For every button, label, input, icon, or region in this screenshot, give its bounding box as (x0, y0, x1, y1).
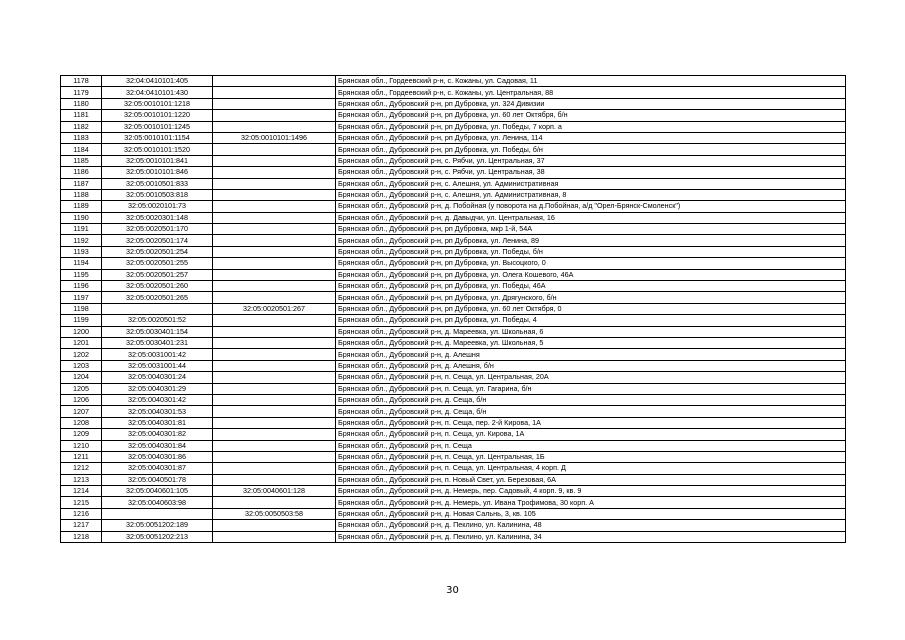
cadastral-number-cell: 32:05:0020501:254 (102, 246, 213, 257)
related-cadastral-number-cell (213, 497, 336, 508)
address-cell: Брянская обл., Дубровский р-н, рп Дубровка, ул. 60 лет Октября, б/н (336, 110, 846, 121)
address-cell: Брянская обл., Дубровский р-н, д. Мареевка, ул. Школьная, 6 (336, 326, 846, 337)
table-row (61, 98, 846, 109)
address-cell: Брянская обл., Дубровский р-н, с. Рябчи, ул. Центральная, 38 (336, 167, 846, 178)
related-cadastral-number-cell (213, 531, 336, 542)
cadastral-number-cell: 32:05:0040301:81 (102, 417, 213, 428)
address-cell: Брянская обл., Дубровский р-н, рп Дубровка, ул. Высоцкого, 0 (336, 258, 846, 269)
related-cadastral-number-cell (213, 258, 336, 269)
row-number-cell: 1204 (61, 372, 102, 383)
table-row (61, 451, 846, 462)
cadastral-number-cell: 32:05:0010101:1218 (102, 98, 213, 109)
cadastral-number-cell: 32:05:0020301:148 (102, 212, 213, 223)
address-cell: Брянская обл., Дубровский р-н, рп Дубровка, ул. Дрягунского, б/н (336, 292, 846, 303)
address-cell: Брянская обл., Дубровский р-н, д. Пеклино, ул. Калинина, 34 (336, 531, 846, 542)
table-row (61, 258, 846, 269)
table-row (61, 235, 846, 246)
table-row (61, 281, 846, 292)
table-row (61, 269, 846, 280)
table-row (61, 372, 846, 383)
table-row (61, 349, 846, 360)
related-cadastral-number-cell (213, 337, 336, 348)
row-number-cell: 1193 (61, 246, 102, 257)
cadastral-number-cell: 32:05:0040301:82 (102, 429, 213, 440)
related-cadastral-number-cell (213, 76, 336, 87)
cadastral-number-cell: 32:05:0020501:257 (102, 269, 213, 280)
related-cadastral-number-cell (213, 429, 336, 440)
table-row (61, 497, 846, 508)
cadastral-number-cell: 32:05:0040301:86 (102, 451, 213, 462)
document-table-container (60, 75, 846, 543)
row-number-cell: 1201 (61, 337, 102, 348)
row-number-cell: 1189 (61, 201, 102, 212)
address-cell: Брянская обл., Дубровский р-н, с. Алешня, ул. Административная, 8 (336, 189, 846, 200)
cadastral-number-cell: 32:05:0040301:42 (102, 394, 213, 405)
table-row (61, 292, 846, 303)
related-cadastral-number-cell (213, 292, 336, 303)
cadastral-number-cell: 32:05:0020101:73 (102, 201, 213, 212)
row-number-cell: 1214 (61, 486, 102, 497)
related-cadastral-number-cell (213, 155, 336, 166)
related-cadastral-number-cell (213, 463, 336, 474)
row-number-cell: 1199 (61, 315, 102, 326)
cadastral-number-cell: 32:05:0040301:53 (102, 406, 213, 417)
table-body (61, 76, 846, 543)
row-number-cell: 1215 (61, 497, 102, 508)
related-cadastral-number-cell (213, 383, 336, 394)
address-cell: Брянская обл., Дубровский р-н, п. Сеща (336, 440, 846, 451)
table-row (61, 110, 846, 121)
address-cell: Брянская обл., Дубровский р-н, д. Давыдчи, ул. Центральная, 16 (336, 212, 846, 223)
table-row (61, 212, 846, 223)
table-row (61, 463, 846, 474)
row-number-cell: 1217 (61, 520, 102, 531)
related-cadastral-number-cell (213, 178, 336, 189)
table-row (61, 303, 846, 314)
related-cadastral-number-cell: 32:05:0050503:58 (213, 508, 336, 519)
cadastral-number-cell: 32:05:0051202:213 (102, 531, 213, 542)
cadastral-number-cell: 32:05:0051202:189 (102, 520, 213, 531)
row-number-cell: 1195 (61, 269, 102, 280)
address-cell: Брянская обл., Дубровский р-н, с. Алешня, ул. Административная (336, 178, 846, 189)
address-cell: Брянская обл., Дубровский р-н, рп Дубровка, ул. Победы, б/н (336, 246, 846, 257)
related-cadastral-number-cell (213, 372, 336, 383)
related-cadastral-number-cell (213, 235, 336, 246)
row-number-cell: 1185 (61, 155, 102, 166)
cadastral-number-cell: 32:04:0410101:405 (102, 76, 213, 87)
table-row (61, 315, 846, 326)
address-cell: Брянская обл., Гордеевский р-н, с. Кожаны, ул. Садовая, 11 (336, 76, 846, 87)
table-row (61, 337, 846, 348)
row-number-cell: 1178 (61, 76, 102, 87)
cadastral-number-cell: 32:05:0031001:44 (102, 360, 213, 371)
cadastral-number-cell: 32:05:0010101:1520 (102, 144, 213, 155)
address-cell: Брянская обл., Дубровский р-н, п. Сеща, ул. Центральная, 1Б (336, 451, 846, 462)
address-cell: Брянская обл., Дубровский р-н, д. Пеклино, ул. Калинина, 48 (336, 520, 846, 531)
table-row (61, 429, 846, 440)
row-number-cell: 1188 (61, 189, 102, 200)
table-row (61, 167, 846, 178)
table-row (61, 474, 846, 485)
row-number-cell: 1212 (61, 463, 102, 474)
table-row (61, 155, 846, 166)
related-cadastral-number-cell (213, 451, 336, 462)
table-row (61, 87, 846, 98)
row-number-cell: 1207 (61, 406, 102, 417)
table-row (61, 440, 846, 451)
related-cadastral-number-cell (213, 212, 336, 223)
address-cell: Брянская обл., Дубровский р-н, д. Алешня, б/н (336, 360, 846, 371)
related-cadastral-number-cell (213, 315, 336, 326)
address-cell: Брянская обл., Гордеевский р-н, с. Кожаны, ул. Центральная, 88 (336, 87, 846, 98)
cadastral-number-cell: 32:05:0020501:265 (102, 292, 213, 303)
address-cell: Брянская обл., Дубровский р-н, рп Дубровка, ул. Победы, 7 корп. а (336, 121, 846, 132)
cadastral-number-cell: 32:05:0010101:1154 (102, 132, 213, 143)
row-number-cell: 1192 (61, 235, 102, 246)
cadastral-number-cell (102, 303, 213, 314)
address-cell: Брянская обл., Дубровский р-н, д. Мареевка, ул. Школьная, 5 (336, 337, 846, 348)
row-number-cell: 1184 (61, 144, 102, 155)
table-row (61, 520, 846, 531)
address-cell: Брянская обл., Дубровский р-н, д. Сеща, б/н (336, 406, 846, 417)
address-cell: Брянская обл., Дубровский р-н, рп Дубровка, ул. Победы, 46А (336, 281, 846, 292)
address-cell: Брянская обл., Дубровский р-н, рп Дубровка, ул. Олега Кошевого, 46А (336, 269, 846, 280)
cadastral-number-cell: 32:05:0020501:260 (102, 281, 213, 292)
address-cell: Брянская обл., Дубровский р-н, рп Дубровка, мкр 1-й, 54А (336, 224, 846, 235)
row-number-cell: 1203 (61, 360, 102, 371)
row-number-cell: 1179 (61, 87, 102, 98)
table-row (61, 394, 846, 405)
row-number-cell: 1205 (61, 383, 102, 394)
cadastral-number-cell: 32:05:0020501:174 (102, 235, 213, 246)
row-number-cell: 1200 (61, 326, 102, 337)
row-number-cell: 1216 (61, 508, 102, 519)
cadastral-number-cell: 32:05:0030401:154 (102, 326, 213, 337)
address-cell: Брянская обл., Дубровский р-н, рп Дубровка, ул. Ленина, 114 (336, 132, 846, 143)
table-row (61, 360, 846, 371)
row-number-cell: 1190 (61, 212, 102, 223)
table-row (61, 383, 846, 394)
related-cadastral-number-cell (213, 189, 336, 200)
related-cadastral-number-cell (213, 224, 336, 235)
address-cell: Брянская обл., Дубровский р-н, рп Дубровка, ул. 324 Дивизии (336, 98, 846, 109)
related-cadastral-number-cell (213, 87, 336, 98)
related-cadastral-number-cell (213, 349, 336, 360)
address-cell: Брянская обл., Дубровский р-н, рп Дубровка, ул. 60 лет Октября, 0 (336, 303, 846, 314)
cadastral-number-cell: 32:05:0020501:255 (102, 258, 213, 269)
address-cell: Брянская обл., Дубровский р-н, рп Дубровка, ул. Победы, 4 (336, 315, 846, 326)
row-number-cell: 1210 (61, 440, 102, 451)
cadastral-number-cell: 32:05:0040603:98 (102, 497, 213, 508)
related-cadastral-number-cell: 32:05:0020501:267 (213, 303, 336, 314)
related-cadastral-number-cell (213, 520, 336, 531)
related-cadastral-number-cell (213, 201, 336, 212)
cadastral-number-cell: 32:05:0040301:87 (102, 463, 213, 474)
related-cadastral-number-cell (213, 121, 336, 132)
row-number-cell: 1183 (61, 132, 102, 143)
row-number-cell: 1211 (61, 451, 102, 462)
related-cadastral-number-cell (213, 167, 336, 178)
cadastral-number-cell: 32:05:0040601:105 (102, 486, 213, 497)
cadastral-number-cell: 32:05:0040301:24 (102, 372, 213, 383)
table-row (61, 189, 846, 200)
related-cadastral-number-cell (213, 326, 336, 337)
related-cadastral-number-cell (213, 110, 336, 121)
page-number: 30 (446, 585, 459, 596)
row-number-cell: 1209 (61, 429, 102, 440)
row-number-cell: 1181 (61, 110, 102, 121)
cadastral-number-cell: 32:05:0010101:1245 (102, 121, 213, 132)
table-row (61, 326, 846, 337)
cadastral-number-cell: 32:05:0031001:42 (102, 349, 213, 360)
related-cadastral-number-cell (213, 281, 336, 292)
related-cadastral-number-cell (213, 474, 336, 485)
address-cell: Брянская обл., Дубровский р-н, п. Сеща, пер. 2-й Кирова, 1А (336, 417, 846, 428)
address-cell: Брянская обл., Дубровский р-н, п. Сеща, ул. Кирова, 1А (336, 429, 846, 440)
address-cell: Брянская обл., Дубровский р-н, с. Рябчи, ул. Центральная, 37 (336, 155, 846, 166)
table-row (61, 121, 846, 132)
row-number-cell: 1202 (61, 349, 102, 360)
row-number-cell: 1187 (61, 178, 102, 189)
row-number-cell: 1186 (61, 167, 102, 178)
cadastral-number-cell: 32:05:0010503:818 (102, 189, 213, 200)
address-cell: Брянская обл., Дубровский р-н, п. Новый Свет, ул. Березовая, 6А (336, 474, 846, 485)
address-cell: Брянская обл., Дубровский р-н, д. Немерь, пер. Садовый, 4 корп. 9, кв. 9 (336, 486, 846, 497)
table-row (61, 406, 846, 417)
row-number-cell: 1198 (61, 303, 102, 314)
row-number-cell: 1213 (61, 474, 102, 485)
row-number-cell: 1196 (61, 281, 102, 292)
address-cell: Брянская обл., Дубровский р-н, д. Алешня (336, 349, 846, 360)
related-cadastral-number-cell: 32:05:0010101:1496 (213, 132, 336, 143)
table-row (61, 486, 846, 497)
table-row (61, 246, 846, 257)
table-row (61, 132, 846, 143)
table-row (61, 531, 846, 542)
address-cell: Брянская обл., Дубровский р-н, п. Сеща, ул. Центральная, 20А (336, 372, 846, 383)
cadastral-number-cell: 32:05:0040301:84 (102, 440, 213, 451)
related-cadastral-number-cell (213, 417, 336, 428)
table-row (61, 201, 846, 212)
address-cell: Брянская обл., Дубровский р-н, д. Новая Сальнь, 3, кв. 105 (336, 508, 846, 519)
related-cadastral-number-cell (213, 246, 336, 257)
related-cadastral-number-cell (213, 269, 336, 280)
cadastral-number-cell: 32:05:0020501:170 (102, 224, 213, 235)
address-cell: Брянская обл., Дубровский р-н, п. Сеща, ул. Гагарина, б/н (336, 383, 846, 394)
cadastral-number-cell: 32:05:0040501:78 (102, 474, 213, 485)
row-number-cell: 1218 (61, 531, 102, 542)
row-number-cell: 1206 (61, 394, 102, 405)
cadastral-number-cell: 32:05:0030401:231 (102, 337, 213, 348)
address-cell: Брянская обл., Дубровский р-н, п. Сеща, ул. Центральная, 4 корп. Д (336, 463, 846, 474)
row-number-cell: 1182 (61, 121, 102, 132)
cadastral-number-cell: 32:05:0040301:29 (102, 383, 213, 394)
row-number-cell: 1180 (61, 98, 102, 109)
related-cadastral-number-cell (213, 394, 336, 405)
row-number-cell: 1194 (61, 258, 102, 269)
cadastral-number-cell (102, 508, 213, 519)
cadastral-number-cell: 32:05:0010501:833 (102, 178, 213, 189)
row-number-cell: 1191 (61, 224, 102, 235)
address-cell: Брянская обл., Дубровский р-н, рп Дубровка, ул. Победы, б/н (336, 144, 846, 155)
cadastral-number-cell: 32:05:0020501:52 (102, 315, 213, 326)
row-number-cell: 1208 (61, 417, 102, 428)
address-cell: Брянская обл., Дубровский р-н, д. Побойная (у поворота на д.Побойная, а/д "Орел-Брянск-Смоленск") (336, 201, 846, 212)
related-cadastral-number-cell (213, 98, 336, 109)
related-cadastral-number-cell (213, 144, 336, 155)
address-cell: Брянская обл., Дубровский р-н, д. Немерь, ул. Ивана Трофимова, 30 корп. А (336, 497, 846, 508)
address-cell: Брянская обл., Дубровский р-н, д. Сеща, б/н (336, 394, 846, 405)
address-cell: Брянская обл., Дубровский р-н, рп Дубровка, ул. Ленина, 89 (336, 235, 846, 246)
cadastral-number-cell: 32:04:0410101:430 (102, 87, 213, 98)
related-cadastral-number-cell: 32:05:0040601:128 (213, 486, 336, 497)
table-row (61, 508, 846, 519)
table-row (61, 178, 846, 189)
cadastral-number-cell: 32:05:0010101:846 (102, 167, 213, 178)
table-row (61, 417, 846, 428)
property-register-table (60, 75, 846, 543)
table-row (61, 224, 846, 235)
cadastral-number-cell: 32:05:0010101:1220 (102, 110, 213, 121)
related-cadastral-number-cell (213, 360, 336, 371)
table-row (61, 144, 846, 155)
table-row (61, 76, 846, 87)
related-cadastral-number-cell (213, 406, 336, 417)
row-number-cell: 1197 (61, 292, 102, 303)
related-cadastral-number-cell (213, 440, 336, 451)
cadastral-number-cell: 32:05:0010101:841 (102, 155, 213, 166)
